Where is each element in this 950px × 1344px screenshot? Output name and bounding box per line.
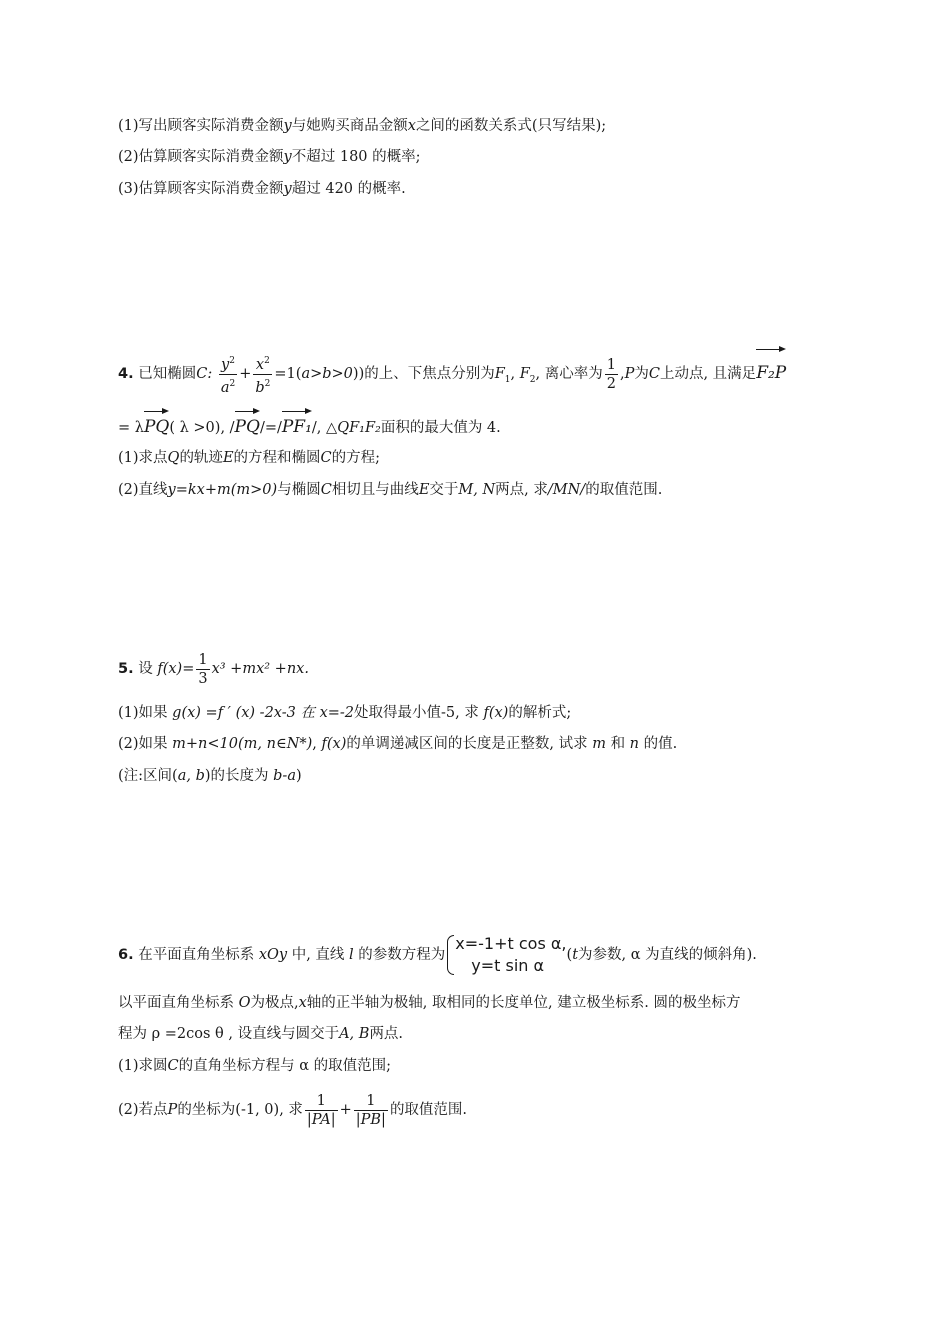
q4-vector-PQ-abs: PQ [235, 408, 260, 440]
q4-stem-line1: 4. 已知椭圆C: $\frac{y^2}{a^2}$ + $\frac{x^2}{b^2}$ =1(a>b>0))的上、下焦点分别为$F_1$, $F_2$, 离心率为 $\frac{1}{2}$ ,P为C上动点, 且满足F₂P [118, 346, 786, 401]
q5-stem: 5. 设 f(x)= $\frac{1}{3}$ x³ +mx² +nx. [118, 651, 309, 687]
q3-part1: (1)写出顾客实际消费金额y与她购买商品金额x之间的函数关系式(只写结果); [118, 118, 607, 134]
q6-number: 6. [118, 947, 134, 963]
q6-frac-1-over-PB: $\frac{1}{|PB|}$ [355, 1092, 386, 1128]
q4-frac-half: $\frac{1}{2}$ [606, 356, 616, 392]
q6-parametric-system: x=-1+t cos α, y=t sin α [445, 933, 566, 977]
q6-part1: (1)求圆C的直角坐标方程与 α 的取值范围; [118, 1058, 392, 1074]
q4-part1: (1)求点Q的轨迹E的方程和椭圆C的方程; [118, 450, 381, 466]
q6-stem-line3: 程为 ρ =2cos θ , 设直线与圆交于A, B两点. [118, 1026, 404, 1042]
q4-number: 4. [118, 366, 134, 382]
q4-vector-PQ: PQ [144, 408, 169, 440]
q4-frac-x2b2: $\frac{x^2}{b^2}$ [255, 355, 271, 396]
q3-part3: (3)估算顾客实际消费金额y超过 420 的概率. [118, 181, 406, 197]
q4-stem-line2: = λPQ( λ >0), /PQ/=/PF₁/, △QF₁F₂面积的最大值为 4. [118, 408, 501, 441]
q6-stem-line2: 以平面直角坐标系 O为极点,x轴的正半轴为极轴, 取相同的长度单位, 建立极坐标系. 圆的极坐标方 [118, 995, 741, 1011]
q4-vector-F2P: F₂P [756, 346, 786, 394]
q4-part2: (2)直线y=kx+m(m>0)与椭圆C相切且与曲线E交于M, N两点, 求/MN/的取值范围. [118, 482, 663, 498]
q5-note: (注:区间(a, b)的长度为 b-a) [118, 768, 302, 784]
q4-frac-y2a2: $\frac{y^2}{a^2}$ [220, 355, 236, 396]
q5-part1: (1)如果 g(x) =f ′ (x) -2x-3 在 x=-2处取得最小值-5, 求 f(x)的解析式; [118, 705, 572, 721]
q3-part2: (2)估算顾客实际消费金额y不超过 180 的概率; [118, 149, 421, 165]
q5-part2: (2)如果 m+n<10(m, n∈N*), f(x)的单调递减区间的长度是正整数, 试求 m 和 n 的值. [118, 736, 678, 752]
q5-number: 5. [118, 661, 134, 677]
q5-frac-third: $\frac{1}{3}$ [198, 651, 208, 687]
q4-vector-PF1: PF₁ [282, 408, 312, 440]
q6-part2: (2)若点P的坐标为(-1, 0), 求 $\frac{1}{|PA|}$ + $\frac{1}{|PB|}$ 的取值范围. [118, 1092, 468, 1128]
q6-frac-1-over-PA: $\frac{1}{|PA|}$ [306, 1092, 336, 1128]
q6-stem-line1: 6. 在平面直角坐标系 xOy 中, 直线 l 的参数方程为 x=-1+t cos α, y=t sin α (t为参数, α 为直线的倾斜角). [118, 934, 757, 975]
